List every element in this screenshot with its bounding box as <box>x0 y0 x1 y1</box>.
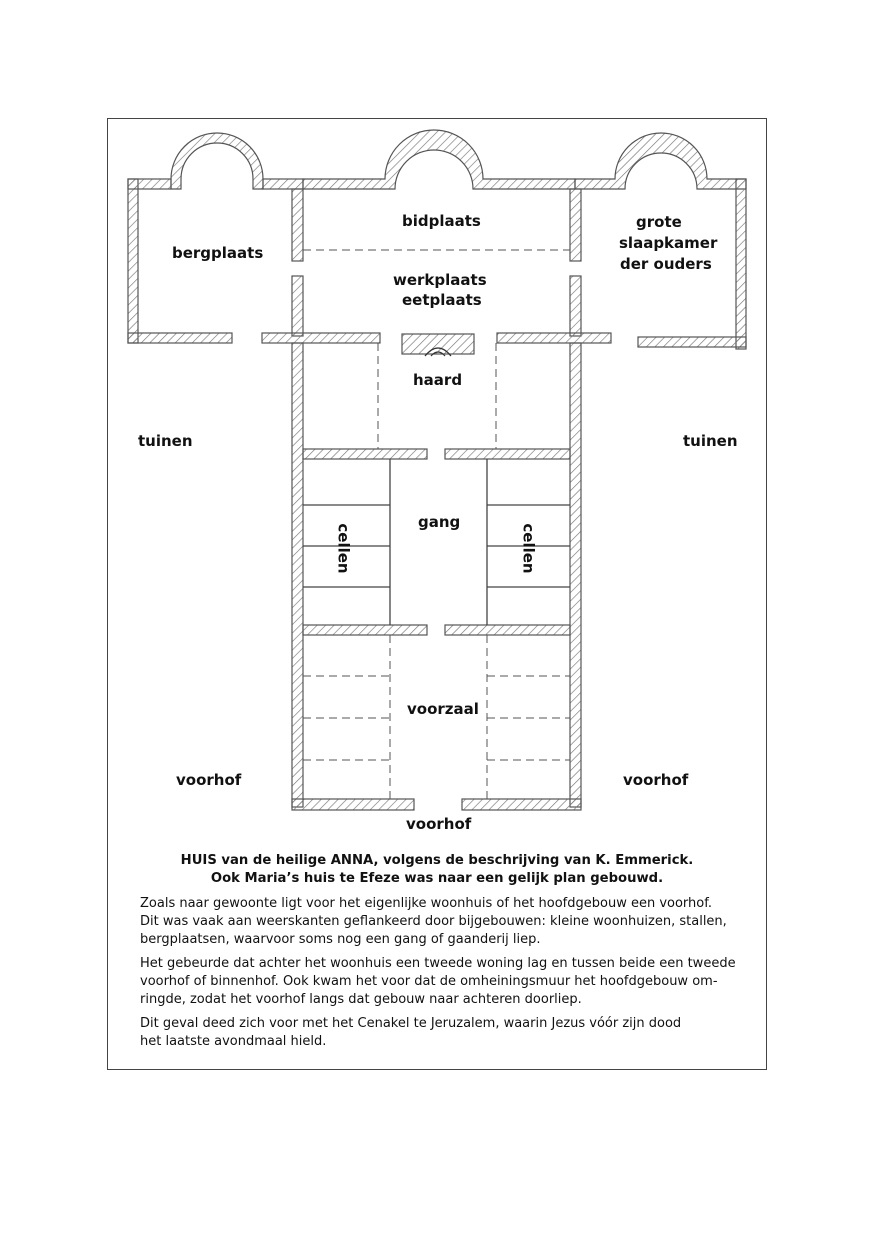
wall <box>292 189 303 261</box>
wall <box>445 625 570 635</box>
label-gang: gang <box>418 513 461 531</box>
label-voorhof-right: voorhof <box>623 771 689 789</box>
description-text <box>140 895 740 1057</box>
wall <box>638 337 746 347</box>
label-voorhof-left: voorhof <box>176 771 242 789</box>
figure-caption <box>107 852 767 888</box>
wall <box>292 799 414 810</box>
label-slaapkamer-line3: der ouders <box>620 255 712 273</box>
label-tuinen-left: tuinen <box>138 432 193 450</box>
wall <box>402 334 474 354</box>
label-bidplaats: bidplaats <box>402 212 481 230</box>
wall <box>292 343 303 807</box>
wall <box>263 179 303 189</box>
wall <box>303 625 427 635</box>
label-haard: haard <box>413 371 463 389</box>
wall <box>570 343 581 807</box>
label-eetplaats: eetplaats <box>402 291 482 309</box>
paragraph: Dit geval deed zich voor met het Cenakel te Jeruzalem, waarin Jezus vóór zijn dood het laatste avondmaal hield. <box>140 1016 682 1049</box>
caption-line-1: HUIS van de heilige ANNA, volgens de beschrijving van K. Emmerick. <box>180 853 694 868</box>
wall <box>462 799 581 810</box>
wall <box>497 333 611 343</box>
label-bergplaats: bergplaats <box>172 244 264 262</box>
wall <box>303 449 427 459</box>
label-cellen-right: cellen <box>519 523 538 574</box>
wall <box>570 189 581 261</box>
paragraph: Het gebeurde dat achter het woonhuis een tweede woning lag en tussen beide een tweede voorhof of binnenhof. Ook kwam het voor dat de omheiningsmuur het hoofdgebouw om- ringde, zodat het voorhof langs dat gebouw naar achteren doorliep. <box>140 956 736 1007</box>
label-slaapkamer-line2: slaapkamer <box>619 234 718 252</box>
wall <box>570 276 581 336</box>
label-werkplaats: werkplaats <box>393 271 487 289</box>
wall <box>171 133 263 189</box>
label-tuinen-right: tuinen <box>683 432 738 450</box>
wall <box>303 130 575 189</box>
wall <box>128 179 138 343</box>
wall <box>292 276 303 336</box>
wall <box>445 449 570 459</box>
wall <box>736 179 746 349</box>
paragraph: Zoals naar gewoonte ligt voor het eigenlijke woonhuis of het hoofdgebouw een voorhof. Dit was vaak aan weerskanten geflankeerd door bijgebouwen: kleine woonhuizen, stallen, bergplaatsen, waarvoor soms nog een gang of gaanderij liep. <box>140 896 727 947</box>
wall <box>128 333 232 343</box>
caption-line-2: Ook Maria’s huis te Efeze was naar een gelijk plan gebouwd. <box>210 871 664 886</box>
wall <box>262 333 380 343</box>
wall <box>128 179 171 189</box>
label-cellen-left: cellen <box>334 523 353 574</box>
label-voorhof-bottom: voorhof <box>406 815 472 833</box>
label-voorzaal: voorzaal <box>407 700 479 718</box>
label-slaapkamer-line1: grote <box>636 213 682 231</box>
wall <box>575 133 746 189</box>
